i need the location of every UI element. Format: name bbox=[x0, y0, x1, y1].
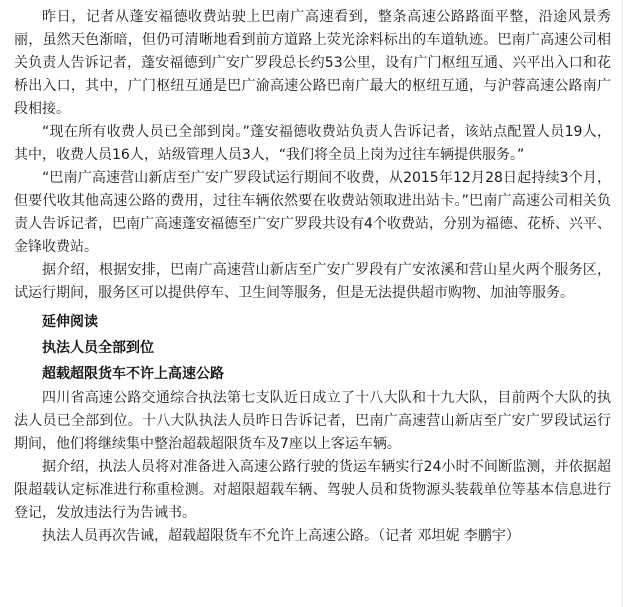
article-paragraph-1: 昨日，记者从蓬安福德收费站驶上巴南广高速看到，整条高速公路路面平整，沿途风景秀丽，虽然天色渐暗，但仍可清晰地看到前方道路上荧光涂料标出的车道轨迹。巴南广高速公司相关负责人告诉记者，蓬安福德到广安广罗段总长约53公里，设有广门枢纽互通、兴平出入口和花桥出入口，其中，广门枢纽互通是巴广渝高速公路巴南广最大的枢纽互通，与沪蓉高速公路南广段相接。 bbox=[14, 9, 611, 117]
extended-reading-section bbox=[14, 309, 611, 548]
extended-reading-title-2: 超载超限货车不许上高速公路 bbox=[42, 366, 224, 382]
extended-reading-title-1: 执法人员全部到位 bbox=[42, 340, 154, 356]
article-paragraph-2: “现在所有收费人员已全部到岗。”蓬安福德收费站负责人告诉记者，该站点配置人员19人，其中，收费人员16人，站级管理人员3人，“我们将全员上岗为过往车辆提供服务。” bbox=[14, 124, 611, 163]
extended-paragraph-2: 据介绍，执法人员将对准备进入高速公路行驶的货运车辆实行24小时不间断监测，并依据超限超载认定标准进行称重检测。对超限超载车辆、驾驶人员和货物源头装载单位等基本信息进行登记，发放违法行为告诫书。 bbox=[14, 459, 611, 521]
extended-paragraph-3: 执法人员再次告诫，超载超限货车不允许上高速公路。（记者 邓坦妮 李鹏宇） bbox=[42, 528, 520, 544]
article-paragraph-4: 据介绍，根据安排，巴南广高速营山新店至广安广罗段有广安浓溪和营山星火两个服务区，试运行期间，服务区可以提供停车、卫生间等服务，但是无法提供超市购物、加油等服务。 bbox=[14, 262, 611, 301]
extended-reading-body bbox=[14, 387, 611, 548]
extended-paragraph-1: 四川省高速公路交通综合执法第七支队近日成立了十八大队和十九大队，目前两个大队的执法人员已全部到位。十八大队执法人员昨日告诉记者，巴南广高速营山新店至广安广罗段试运行期间，他们将继续集中整治超载超限货车及7座以上客运车辆。 bbox=[14, 390, 611, 452]
article-paragraph-3: “巴南广高速营山新店至广安广罗段试运行期间不收费，从2015年12月28日起持续3个月，但要代收其他高速公路的费用，过往车辆依然要在收费站领取进出站卡。”巴南广高速公司相关负责人告诉记者，巴南广高速蓬安福德至广安广罗段共设有4个收费站，分别为福德、花桥、兴平、金锋收费站。 bbox=[14, 170, 611, 255]
extended-reading-label: 延伸阅读 bbox=[42, 314, 98, 330]
article-body bbox=[14, 6, 611, 305]
